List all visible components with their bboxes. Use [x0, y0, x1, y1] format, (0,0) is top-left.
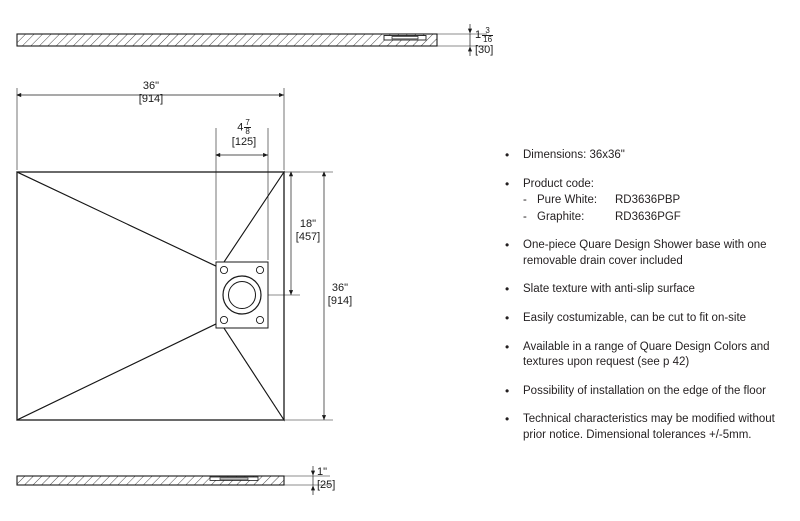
spec-text: One-piece Quare Design Shower base with one removable drain cover included [523, 239, 767, 267]
spec-text: Slate texture with anti-slip surface [523, 283, 695, 296]
dim-bottom-thickness [317, 466, 335, 491]
bullet-icon: • [505, 282, 510, 297]
spec-item-customizable [505, 311, 790, 327]
bullet-icon: • [505, 412, 510, 427]
spec-text: Product code: [523, 177, 594, 190]
dim-drain-from-top [287, 218, 329, 243]
bullet-icon: • [505, 339, 510, 354]
dim-bottom-thickness-metric: [25] [317, 478, 336, 491]
dim-width-top-value: 36" [142, 80, 160, 92]
bullet-icon: • [505, 238, 510, 253]
bullet-icon: • [505, 176, 510, 191]
dim-height-right [317, 282, 363, 307]
product-code-row-white [523, 192, 790, 209]
spec-item-edge-installation [505, 384, 790, 400]
dim-bottom-thickness-value: 1" [317, 466, 328, 478]
dim-top-thickness-whole: 1 [475, 29, 482, 42]
dim-drain-offset [214, 119, 274, 149]
dim-top-thickness-metric: [30] [475, 44, 494, 56]
bottom-section-view [17, 466, 330, 495]
dim-drain-from-top-value: 18" [299, 218, 317, 230]
top-section-view [17, 24, 487, 56]
spec-text: Easily costumizable, can be cut to fit on-site [523, 312, 747, 325]
spec-text: Dimensions: 36x36" [523, 149, 625, 161]
dim-width-top [118, 80, 184, 105]
dim-top-thickness [475, 27, 493, 57]
dim-height-right-value: 36" [331, 282, 349, 294]
spec-item-dimensions [505, 148, 790, 164]
spec-text-wrapper [523, 177, 790, 226]
spec-item-slate-texture [505, 282, 790, 298]
plan-view [17, 88, 333, 420]
dim-drain-from-top-metric: [457] [295, 230, 321, 243]
dash-icon: - [523, 194, 527, 207]
spec-text: Technical characteristics may be modified without prior notice. Dimensional tolerances +/-5mm. [523, 413, 775, 441]
spec-text: Possibility of installation on the edge of the floor [523, 384, 766, 397]
dim-top-thickness-fraction: $\frac{3}{16}$ [483, 26, 493, 44]
dash-icon: - [523, 210, 527, 223]
dim-width-top-metric: [914] [138, 92, 164, 105]
product-code-value: RD3636PGF [615, 210, 681, 223]
bullet-icon: • [505, 311, 510, 326]
dim-drain-offset-imperial: 4 $\frac{7}{8}$ [237, 118, 250, 136]
product-code-value: RD3636PBP [615, 194, 681, 207]
spec-item-product-code [505, 177, 790, 226]
product-code-label: Graphite: [537, 210, 585, 223]
spec-item-colors [505, 340, 790, 371]
dim-drain-offset-metric: [125] [231, 136, 257, 148]
spec-item-one-piece [505, 238, 790, 269]
product-code-row-graphite [523, 209, 790, 226]
bullet-icon: • [505, 148, 510, 162]
dim-drain-offset-fraction: $\frac{7}{8}$ [245, 118, 250, 136]
dim-height-right-metric: [914] [327, 294, 353, 307]
spec-text: Available in a range of Quare Design Colors and textures upon request (see p 42) [523, 340, 770, 369]
specifications-list [505, 148, 790, 456]
spec-item-technical-notice [505, 412, 790, 443]
product-code-label: Pure White: [537, 194, 598, 207]
product-code-sublist [523, 192, 790, 225]
bullet-icon: • [505, 383, 510, 398]
